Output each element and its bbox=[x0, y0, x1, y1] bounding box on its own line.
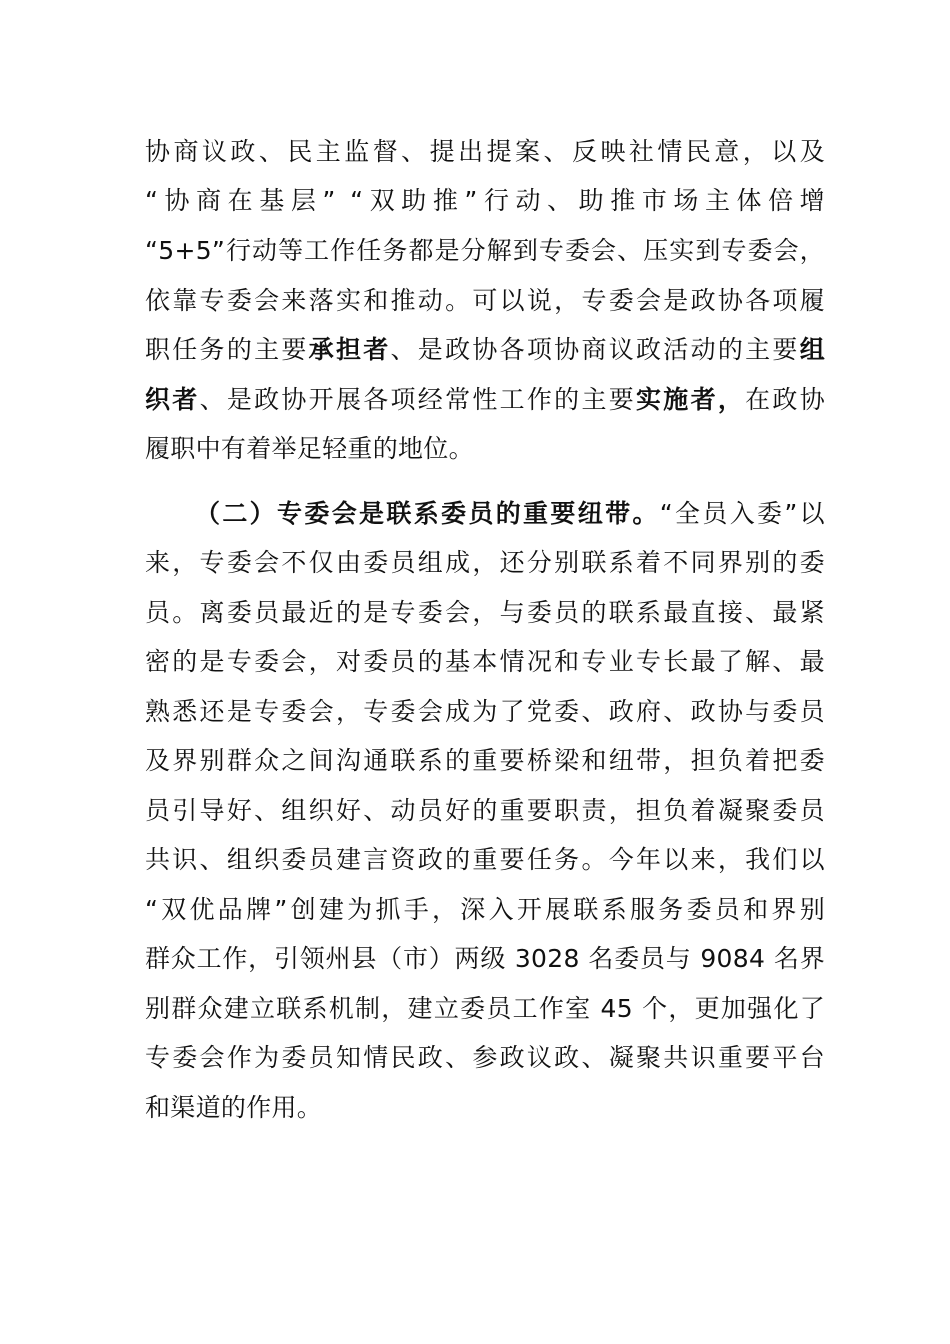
bold-term-implementer: 实施者， bbox=[636, 385, 746, 414]
paragraph-2-line-13: 和渠道的作用。 bbox=[145, 1093, 323, 1122]
paragraph-2-line-8: 共识、组织委员建言资政的重要任务。今年以来，我们以 bbox=[145, 845, 825, 874]
bold-term-bearer: 承担者 bbox=[308, 335, 391, 364]
paragraph-1-line-7: 履职中有着举足轻重的地位。 bbox=[145, 434, 474, 463]
paragraph-2-line-10: 群众工作，引领州县（市）两级 3028 名委员与 9084 名界 bbox=[145, 944, 825, 973]
paragraph-2-line-6: 及界别群众之间沟通联系的重要桥梁和纽带，担负着把委 bbox=[145, 746, 825, 775]
paragraph-2-line-2: 来，专委会不仅由委员组成，还分别联系着不同界别的委 bbox=[145, 548, 825, 577]
paragraph-2-line-7: 员引导好、组织好、动员好的重要职责，担负着凝聚委员 bbox=[145, 796, 825, 825]
paragraph-1-line-1: 协商议政、民主监督、提出提案、反映社情民意，以及 bbox=[145, 137, 825, 166]
paragraph-2-line-11: 别群众建立联系机制，建立委员工作室 45 个，更加强化了 bbox=[145, 994, 825, 1023]
section-heading: （二）专委会是联系委员的重要纽带。 bbox=[195, 499, 660, 528]
paragraph-2-line-3: 员。离委员最近的是专委会，与委员的联系最直接、最紧 bbox=[145, 598, 825, 627]
paragraph-1-line-5: 职任务的主要承担者、是政协各项协商议政活动的主要组 bbox=[145, 335, 825, 364]
paragraph-1-line-3: “5+5”行动等工作任务都是分解到专委会、压实到专委会， bbox=[145, 236, 825, 265]
paragraph-1-line-6: 织者、是政协开展各项经常性工作的主要实施者，在政协 bbox=[145, 385, 825, 414]
paragraph-2-line-1: （二）专委会是联系委员的重要纽带。“全员入委”以 bbox=[195, 499, 825, 528]
paragraph-2-line-9: “双优品牌”创建为抓手，深入开展联系服务委员和界别 bbox=[145, 895, 825, 924]
paragraph-2-line-5: 熟悉还是专委会，专委会成为了党委、政府、政协与委员 bbox=[145, 697, 825, 726]
bold-term-organizer-part-1: 组 bbox=[799, 335, 825, 364]
bold-term-organizer-part-2: 织者 bbox=[145, 385, 200, 414]
paragraph-1-line-4: 依靠专委会来落实和推动。可以说，专委会是政协各项履 bbox=[145, 286, 825, 315]
paragraph-1-line-2: “协商在基层” “双助推”行动、助推市场主体倍增 bbox=[145, 186, 825, 215]
paragraph-2-line-4: 密的是专委会，对委员的基本情况和专业专长最了解、最 bbox=[145, 647, 825, 676]
paragraph-2-line-12: 专委会作为委员知情民政、参政议政、凝聚共识重要平台 bbox=[145, 1043, 825, 1072]
